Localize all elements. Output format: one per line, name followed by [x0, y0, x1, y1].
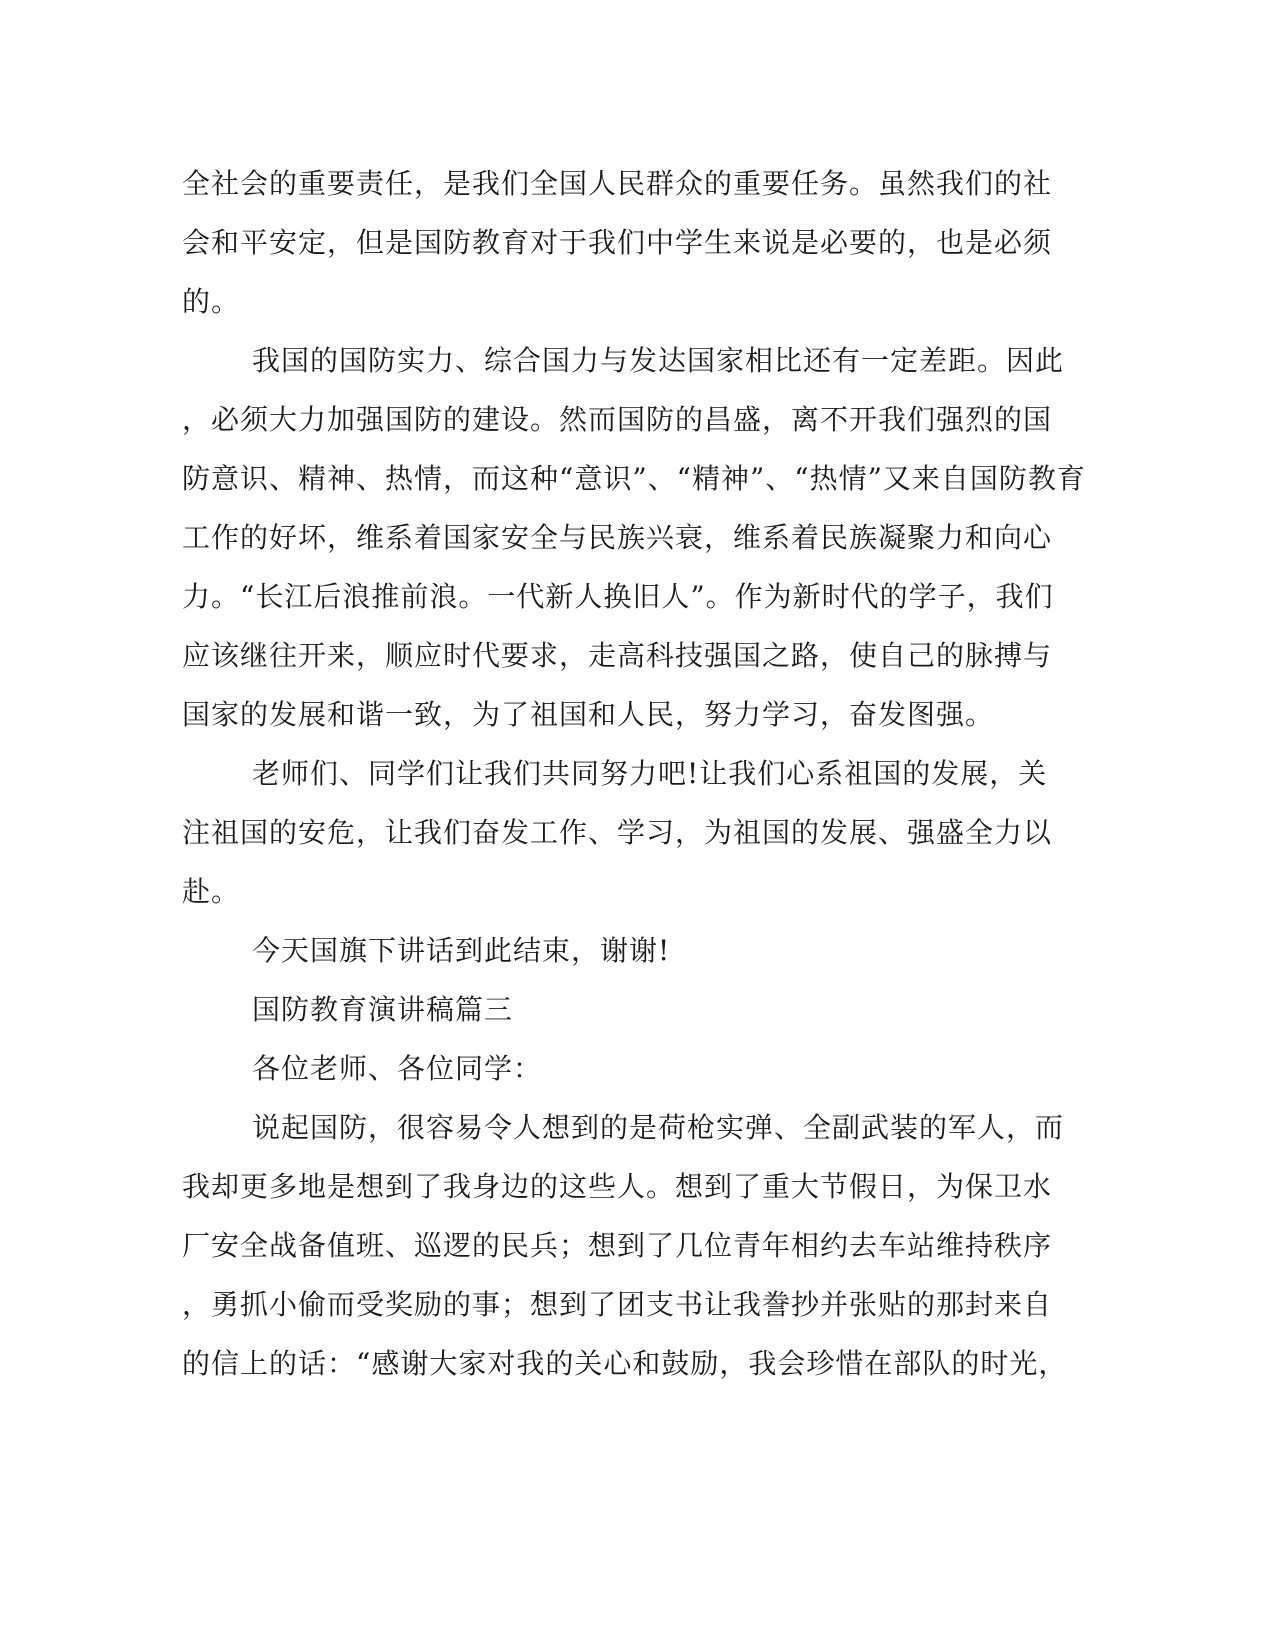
section-heading: 国防教育演讲稿篇三: [252, 993, 514, 1026]
text-line: 说起国防，很容易令人想到的是荷枪实弹、全副武装的军人，而: [252, 1111, 1065, 1144]
text-line: 会和平安定，但是国防教育对于我们中学生来说是必要的，也是必须: [182, 226, 1053, 259]
text-line: 我却更多地是想到了我身边的这些人。想到了重大节假日，为保卫水: [182, 1170, 1053, 1203]
text-line: 注祖国的安危，让我们奋发工作、学习，为祖国的发展、强盛全力以: [182, 816, 1053, 849]
salutation: 各位老师、各位同学：: [252, 1052, 543, 1085]
text-line: 赴。: [182, 875, 241, 908]
text-line: 国家的发展和谐一致，为了祖国和人民，努力学习，奋发图强。: [182, 698, 995, 731]
text-line: 老师们、同学们让我们共同努力吧!让我们心系祖国的发展，关: [252, 757, 1048, 790]
body-text: [182, 154, 1086, 1393]
text-line: 全社会的重要责任，是我们全国人民群众的重要任务。虽然我们的社: [182, 167, 1053, 200]
text-line: 力。“长江后浪推前浪。一代新人换旧人”。作为新时代的学子，我们: [182, 580, 1054, 613]
text-line: 的。: [182, 285, 241, 318]
text-line: 厂安全战备值班、巡逻的民兵；想到了几位青年相约去车站维持秩序: [182, 1229, 1053, 1262]
text-line: 我国的国防实力、综合国力与发达国家相比还有一定差距。因此: [252, 344, 1065, 377]
text-line: 今天国旗下讲话到此结束，谢谢!: [252, 934, 671, 967]
text-line: ，勇抓小偷而受奖励的事；想到了团支书让我誊抄并张贴的那封来自: [182, 1288, 1053, 1321]
text-line: 防意识、精神、热情，而这种“意识”、“精神”、“热情”又来自国防教育: [182, 462, 1086, 495]
text-line: 应该继往开来，顺应时代要求，走高科技强国之路，使自己的脉搏与: [182, 639, 1053, 672]
text-line: 工作的好坏，维系着国家安全与民族兴衰，维系着民族凝聚力和向心: [182, 521, 1053, 554]
text-line: 的信上的话：“感谢大家对我的关心和鼓励，我会珍惜在部队的时光，: [182, 1347, 1068, 1380]
text-line: ，必须大力加强国防的建设。然而国防的昌盛，离不开我们强烈的国: [182, 403, 1053, 436]
